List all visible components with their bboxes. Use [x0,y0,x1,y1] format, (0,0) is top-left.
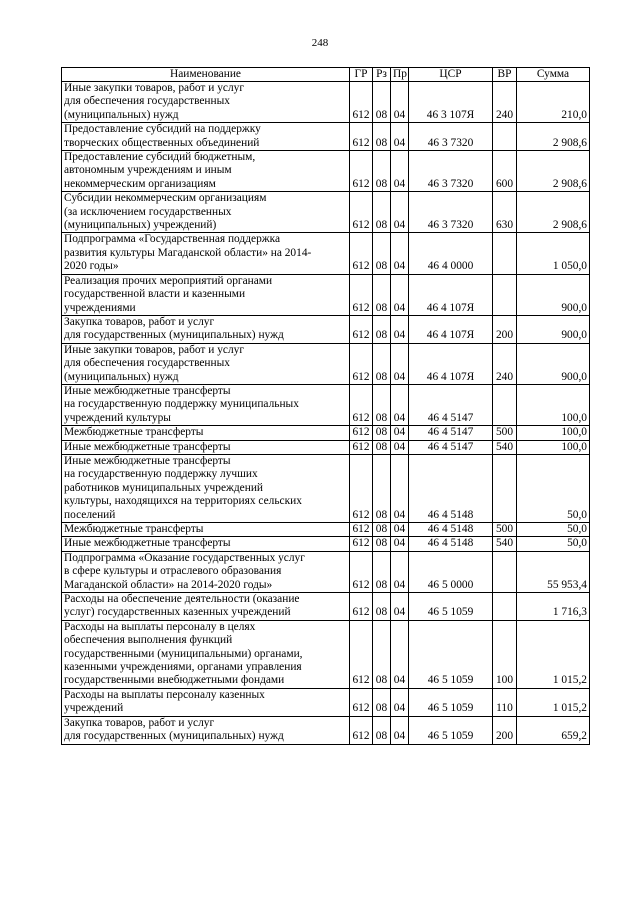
pr-cell: 04 [391,123,409,151]
row-name-line: Расходы на выплаты персоналу в целях [64,620,256,633]
sum-cell: 2 908,6 [517,123,590,151]
csr-cell: 46 4 5148 [409,523,493,537]
row-name-line: (муниципальных) учреждений) [64,219,217,232]
gr-cell: 612 [350,123,373,151]
table-body [62,82,590,745]
sum-cell: 1 015,2 [517,620,590,688]
gr-cell: 612 [350,593,373,621]
rz-cell: 08 [373,454,391,522]
table-row [62,274,590,315]
sum-cell: 50,0 [517,523,590,537]
header-sum: Сумма [517,68,590,82]
pr-cell: 04 [391,551,409,592]
row-name-line: государственной власти и казенными [64,288,246,301]
csr-cell: 46 4 5147 [409,384,493,425]
csr-cell: 46 3 7320 [409,151,493,192]
vr-cell [493,551,517,592]
row-name-cell [62,384,350,425]
csr-cell: 46 4 0000 [409,233,493,274]
vr-cell: 240 [493,343,517,384]
vr-cell: 200 [493,315,517,343]
vr-cell: 240 [493,82,517,123]
pr-cell: 04 [391,454,409,522]
csr-cell: 46 4 107Я [409,315,493,343]
vr-cell: 200 [493,716,517,744]
row-name-cell [62,523,350,537]
gr-cell: 612 [350,151,373,192]
pr-cell: 04 [391,537,409,551]
row-name-cell [62,688,350,716]
row-name-cell [62,551,350,592]
vr-cell: 500 [493,426,517,440]
header-csr: ЦСР [409,68,493,82]
pr-cell: 04 [391,426,409,440]
rz-cell: 08 [373,274,391,315]
row-name-line: государственными внебюджетными фондами [64,674,285,687]
csr-cell: 46 3 107Я [409,82,493,123]
row-name-line: развития культуры Магаданской области» на 2014- [64,246,312,259]
gr-cell: 612 [350,716,373,744]
row-name-line: 2020 годы» [64,260,119,273]
sum-cell: 50,0 [517,537,590,551]
pr-cell: 04 [391,343,409,384]
gr-cell: 612 [350,537,373,551]
row-name-line: учреждений культуры [64,411,171,424]
csr-cell: 46 4 5148 [409,537,493,551]
gr-cell: 612 [350,551,373,592]
rz-cell: 08 [373,716,391,744]
row-name-line: творческих общественных объединений [64,136,260,149]
sum-cell: 2 908,6 [517,192,590,233]
csr-cell: 46 4 5148 [409,454,493,522]
row-name-cell [62,343,350,384]
row-name-cell [62,537,350,551]
table-row [62,384,590,425]
row-name-line: услуг) государственных казенных учреждений [64,606,291,619]
sum-cell: 900,0 [517,274,590,315]
row-name-line: (муниципальных) нужд [64,108,179,121]
sum-cell: 659,2 [517,716,590,744]
csr-cell: 46 3 7320 [409,192,493,233]
gr-cell: 612 [350,343,373,384]
sum-cell: 2 908,6 [517,151,590,192]
header-gr: ГР [350,68,373,82]
vr-cell: 500 [493,523,517,537]
row-name-line: Иные закупки товаров, работ и услуг [64,343,245,356]
gr-cell: 612 [350,454,373,522]
row-name-line: Расходы на обеспечение деятельности (оказание [64,593,300,606]
sum-cell: 1 015,2 [517,688,590,716]
pr-cell: 04 [391,192,409,233]
row-name-line: на государственную поддержку лучших [64,468,258,481]
rz-cell: 08 [373,315,391,343]
vr-cell: 630 [493,192,517,233]
header-name: Наименование [62,68,350,82]
pr-cell: 04 [391,384,409,425]
rz-cell: 08 [373,343,391,384]
csr-cell: 46 5 1059 [409,620,493,688]
table-row [62,343,590,384]
table-row [62,315,590,343]
rz-cell: 08 [373,151,391,192]
row-name-cell [62,620,350,688]
row-name-line: для государственных (муниципальных) нужд [64,329,284,342]
header-pr: Пр [391,68,409,82]
table-row [62,151,590,192]
row-name-line: (за исключением государственных [64,205,232,218]
row-name-line: культуры, находящихся на территориях сельских [64,495,302,508]
gr-cell: 612 [350,440,373,454]
rz-cell: 08 [373,426,391,440]
rz-cell: 08 [373,82,391,123]
sum-cell: 50,0 [517,454,590,522]
sum-cell: 210,0 [517,82,590,123]
row-name-cell [62,716,350,744]
table-row [62,233,590,274]
pr-cell: 04 [391,315,409,343]
header-rz: Рз [373,68,391,82]
table-row [62,716,590,744]
csr-cell: 46 5 1059 [409,716,493,744]
sum-cell: 55 953,4 [517,551,590,592]
row-name-line: в сфере культуры и отраслевого образования [64,565,282,578]
row-name-cell [62,593,350,621]
vr-cell: 600 [493,151,517,192]
row-name-cell [62,315,350,343]
gr-cell: 612 [350,315,373,343]
csr-cell: 46 4 107Я [409,343,493,384]
rz-cell: 08 [373,551,391,592]
rz-cell: 08 [373,192,391,233]
csr-cell: 46 3 7320 [409,123,493,151]
sum-cell: 100,0 [517,384,590,425]
pr-cell: 04 [391,440,409,454]
sum-cell: 100,0 [517,426,590,440]
vr-cell [493,454,517,522]
pr-cell: 04 [391,716,409,744]
rz-cell: 08 [373,537,391,551]
gr-cell: 612 [350,233,373,274]
row-name-line: (муниципальных) нужд [64,370,179,383]
row-name-line: Субсидии некоммерческим организациям [64,192,267,205]
gr-cell: 612 [350,688,373,716]
row-name-line: Иные закупки товаров, работ и услуг [64,82,245,94]
row-name-line: Закупка товаров, работ и услуг [64,315,215,328]
table-row [62,523,590,537]
sum-cell: 1 716,3 [517,593,590,621]
gr-cell: 612 [350,274,373,315]
gr-cell: 612 [350,426,373,440]
table-row [62,688,590,716]
row-name-line: поселений [64,508,116,521]
row-name-line: Реализация прочих мероприятий органами [64,274,273,287]
row-name-line: для обеспечения государственных [64,95,230,108]
row-name-line: на государственную поддержку муниципальных [64,398,299,411]
row-name-line: некоммерческим организациям [64,177,216,190]
row-name-cell [62,440,350,454]
csr-cell: 46 4 5147 [409,440,493,454]
vr-cell [493,233,517,274]
csr-cell: 46 5 1059 [409,593,493,621]
table-row [62,82,590,123]
row-name-cell [62,123,350,151]
csr-cell: 46 4 5147 [409,426,493,440]
rz-cell: 08 [373,688,391,716]
rz-cell: 08 [373,523,391,537]
row-name-line: учреждениями [64,301,136,314]
rz-cell: 08 [373,593,391,621]
row-name-cell [62,192,350,233]
table-header-row [62,68,590,82]
row-name-cell [62,426,350,440]
vr-cell [493,274,517,315]
rz-cell: 08 [373,123,391,151]
row-name-line: Расходы на выплаты персоналу казенных [64,688,265,701]
sum-cell: 100,0 [517,440,590,454]
pr-cell: 04 [391,688,409,716]
vr-cell: 110 [493,688,517,716]
row-name-line: для государственных (муниципальных) нужд [64,730,284,743]
row-name-line: Межбюджетные трансферты [64,426,204,439]
gr-cell: 612 [350,523,373,537]
table-row [62,551,590,592]
table-row [62,440,590,454]
row-name-line: Предоставление субсидий бюджетным, [64,151,256,164]
row-name-line: Подпрограмма «Государственная поддержка [64,233,281,246]
pr-cell: 04 [391,593,409,621]
row-name-line: Магаданской области» на 2014-2020 годы» [64,578,273,591]
row-name-line: работников муниципальных учреждений [64,481,264,494]
table-row [62,426,590,440]
row-name-line: Иные межбюджетные трансферты [64,440,231,453]
pr-cell: 04 [391,523,409,537]
sum-cell: 1 050,0 [517,233,590,274]
sum-cell: 900,0 [517,315,590,343]
row-name-line: автономным учреждениям и иным [64,164,232,177]
vr-cell [493,123,517,151]
row-name-cell [62,233,350,274]
csr-cell: 46 5 0000 [409,551,493,592]
vr-cell [493,384,517,425]
rz-cell: 08 [373,440,391,454]
table-row [62,593,590,621]
table-row [62,192,590,233]
row-name-line: государственными (муниципальными) органами, [64,647,303,660]
rz-cell: 08 [373,233,391,274]
gr-cell: 612 [350,192,373,233]
row-name-cell [62,151,350,192]
table-row [62,123,590,151]
header-vr: ВР [493,68,517,82]
gr-cell: 612 [350,620,373,688]
sum-cell: 900,0 [517,343,590,384]
row-name-line: Закупка товаров, работ и услуг [64,716,215,729]
csr-cell: 46 5 1059 [409,688,493,716]
vr-cell: 540 [493,440,517,454]
row-name-line: Иные межбюджетные трансферты [64,454,231,467]
vr-cell: 100 [493,620,517,688]
table-row [62,454,590,522]
page-number: 248 [311,37,329,49]
row-name-line: учреждений [64,702,124,715]
vr-cell [493,593,517,621]
row-name-line: Предоставление субсидий на поддержку [64,123,261,136]
row-name-cell [62,454,350,522]
row-name-line: Иные межбюджетные трансферты [64,384,231,397]
table-row [62,537,590,551]
table-row [62,620,590,688]
row-name-line: казенными учреждениями, органами управления [64,661,302,674]
vr-cell: 540 [493,537,517,551]
gr-cell: 612 [350,82,373,123]
pr-cell: 04 [391,274,409,315]
row-name-line: Подпрограмма «Оказание государственных услуг [64,551,305,564]
row-name-line: для обеспечения государственных [64,357,230,370]
pr-cell: 04 [391,620,409,688]
row-name-cell [62,274,350,315]
gr-cell: 612 [350,384,373,425]
row-name-line: Межбюджетные трансферты [64,523,204,535]
rz-cell: 08 [373,384,391,425]
row-name-line: обеспечения выполнения функций [64,634,233,647]
csr-cell: 46 4 107Я [409,274,493,315]
budget-table [61,67,590,745]
row-name-line: Иные межбюджетные трансферты [64,537,231,550]
pr-cell: 04 [391,82,409,123]
row-name-cell [62,82,350,123]
pr-cell: 04 [391,233,409,274]
pr-cell: 04 [391,151,409,192]
rz-cell: 08 [373,620,391,688]
